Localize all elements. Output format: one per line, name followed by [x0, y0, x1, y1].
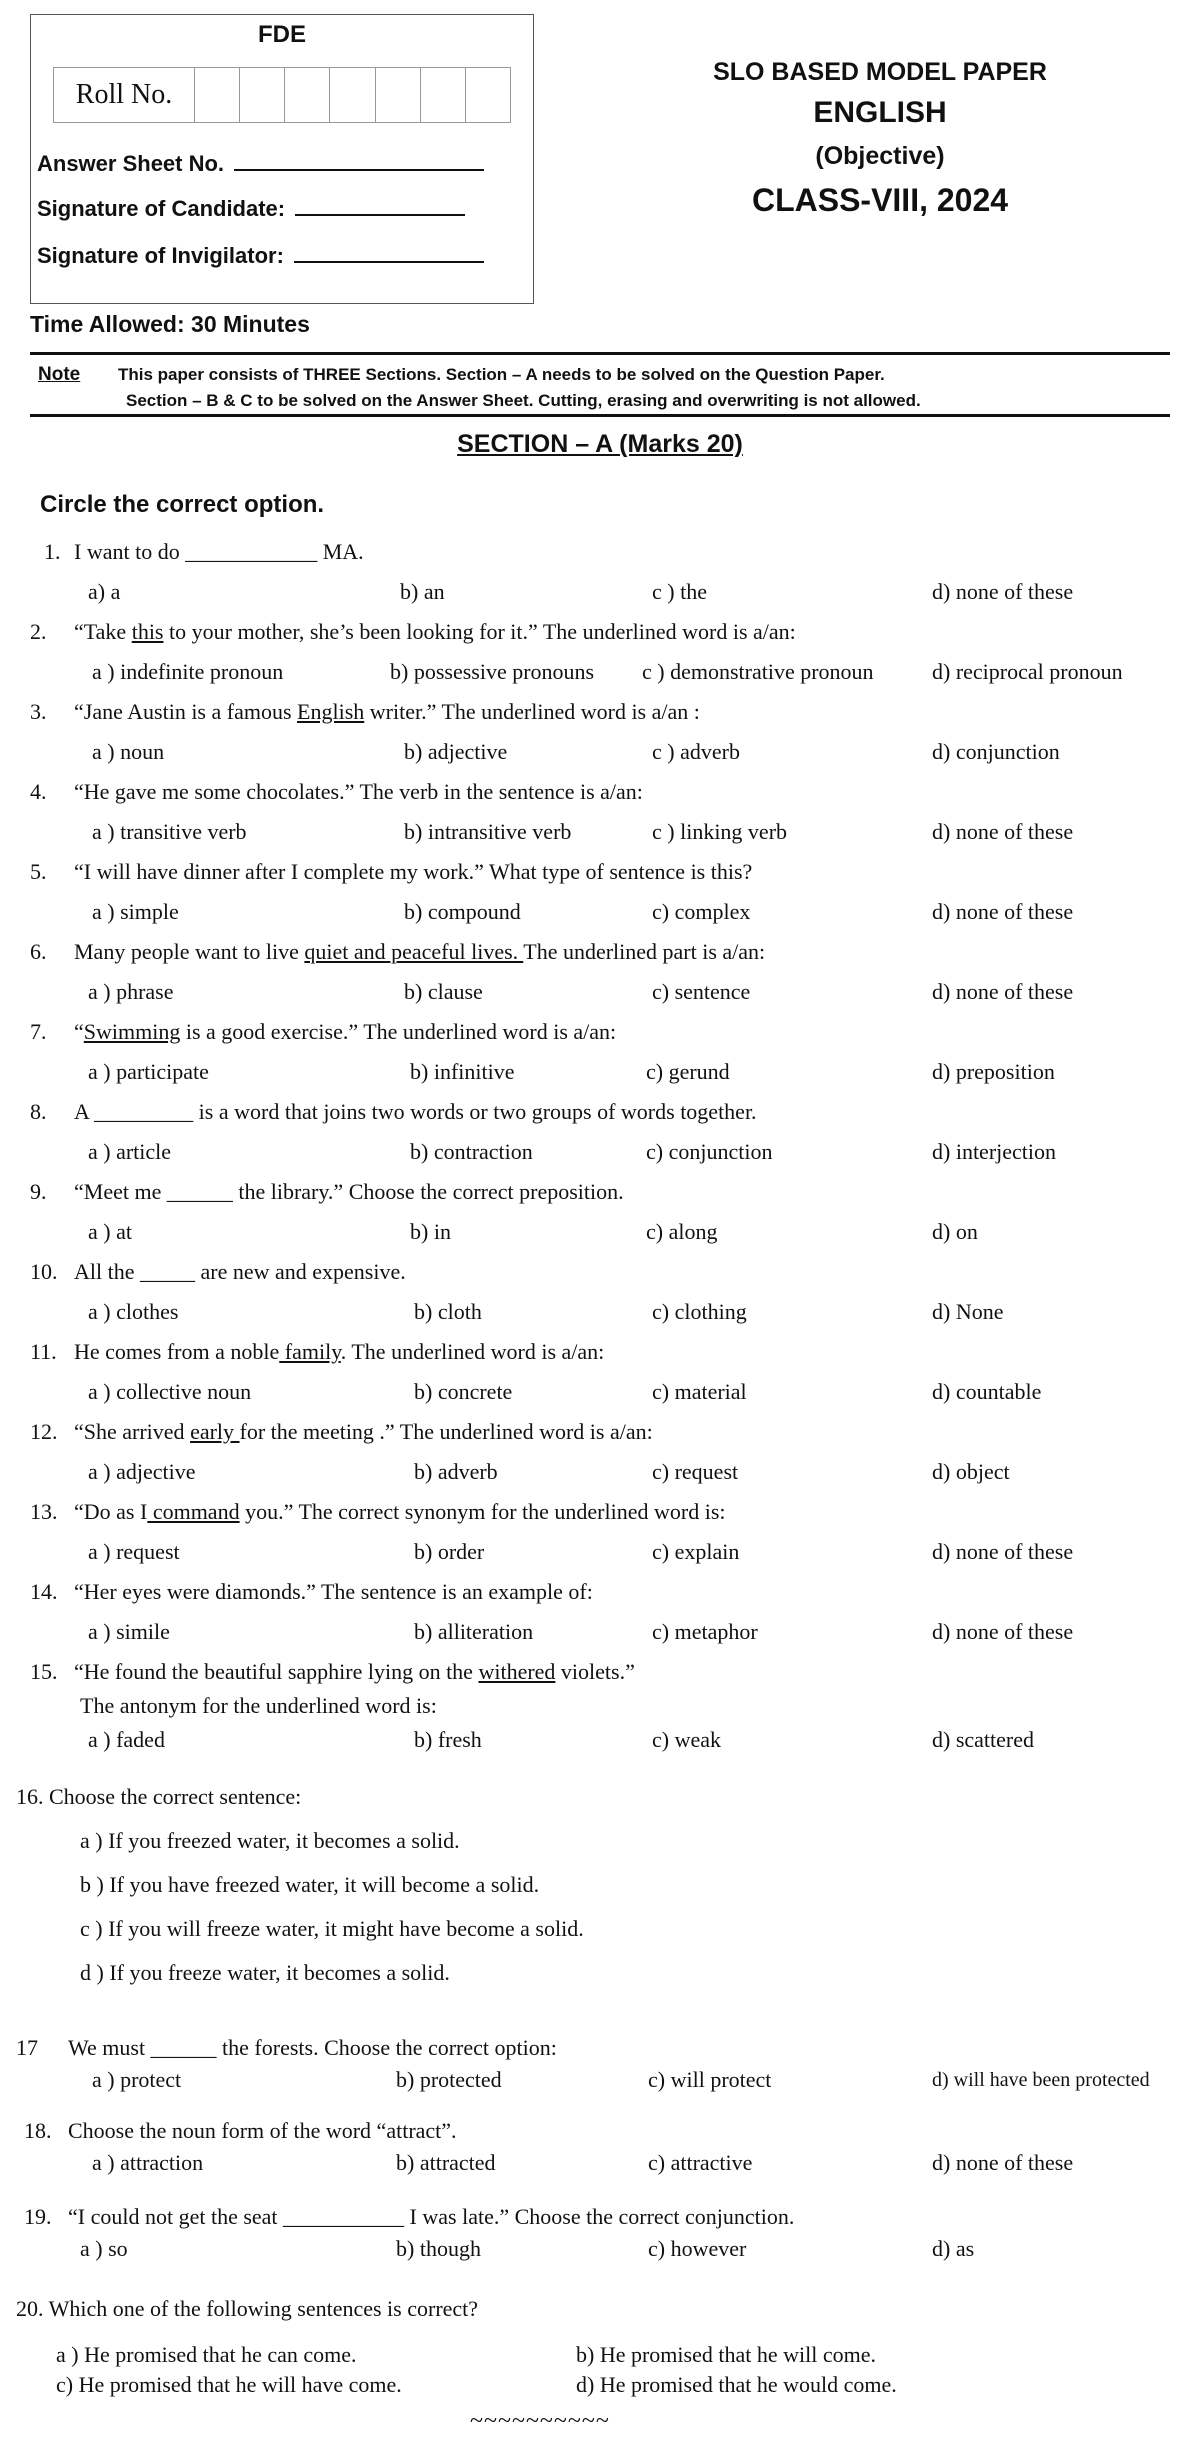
question-text-part: “He gave me some chocolates.” The verb in the sentence is a/an:	[74, 779, 643, 804]
board-name: FDE	[258, 21, 306, 48]
note-label: Note	[38, 364, 81, 385]
question-text-part: for the meeting .” The underlined word is a/an:	[239, 1419, 653, 1444]
q19-option-d[interactable]: d) as	[932, 2236, 975, 2261]
q17-text: We must ______ the forests. Choose the correct option:	[68, 2035, 557, 2060]
question-text-part: He comes from a noble	[74, 1339, 280, 1364]
question-text-part: “Jane Austin is a famous	[74, 699, 298, 724]
q18-option-d[interactable]: d) none of these	[932, 2150, 1074, 2175]
q6-number: 6.	[30, 939, 47, 964]
q5-option-b[interactable]: b) compound	[404, 899, 521, 924]
question-text-part: “I will have dinner after I complete my work.” What type of sentence is this?	[74, 859, 753, 884]
question-text-part: you.” The correct synonym for the underlined word is:	[239, 1499, 726, 1524]
q4-option-c[interactable]: c ) linking verb	[652, 819, 788, 844]
q13-option-a[interactable]: a ) request	[88, 1539, 180, 1564]
q18-option-a[interactable]: a ) attraction	[92, 2150, 204, 2175]
q11-option-d[interactable]: d) countable	[932, 1379, 1042, 1404]
q19-number: 19.	[24, 2204, 52, 2229]
q1-option-d[interactable]: d) none of these	[932, 579, 1074, 604]
q13-option-d[interactable]: d) none of these	[932, 1539, 1074, 1564]
q12-text	[74, 1419, 653, 1445]
q4-option-d[interactable]: d) none of these	[932, 819, 1074, 844]
roll-cell[interactable]	[466, 68, 510, 122]
q6-option-b[interactable]: b) clause	[404, 979, 483, 1004]
underlined-word: this	[131, 619, 164, 644]
question-text-part: . The underlined word is a/an:	[340, 1339, 605, 1364]
q15-text-line2: The antonym for the underlined word is:	[80, 1693, 437, 1718]
q16-option-c[interactable]: c ) If you will freeze water, it might have become a solid.	[80, 1916, 584, 1941]
q2-text	[74, 619, 796, 645]
question-text-part: I want to do ____________ MA.	[74, 539, 364, 564]
question-text-part: “Do as I	[74, 1499, 148, 1524]
q13-number: 13.	[30, 1499, 58, 1524]
q9-number: 9.	[30, 1179, 47, 1204]
q16-text: 16. Choose the correct sentence:	[16, 1784, 302, 1809]
q20-option-d[interactable]: d) He promised that he would come.	[576, 2372, 897, 2397]
q8-option-d[interactable]: d) interjection	[932, 1139, 1057, 1164]
instruction: Circle the correct option.	[40, 491, 325, 518]
q8-number: 8.	[30, 1099, 47, 1124]
section-title-text: SECTION – A (Marks 20)	[457, 430, 743, 458]
note-line-1: This paper consists of THREE Sections. Section – A needs to be solved on the Question Paper.	[118, 365, 885, 384]
paper-kind: (Objective)	[815, 142, 945, 170]
q11-option-c[interactable]: c) material	[652, 1379, 747, 1404]
q1-option-c[interactable]: c ) the	[652, 579, 707, 604]
q8-text	[74, 1099, 757, 1125]
q20-option-a[interactable]: a ) He promised that he can come.	[56, 2342, 357, 2367]
q19-text: “I could not get the seat ___________ I was late.” Choose the correct conjunction.	[68, 2204, 795, 2229]
underlined-word: command	[147, 1499, 240, 1524]
question-text-part: The underlined part is a/an:	[523, 939, 766, 964]
q14-option-c[interactable]: c) metaphor	[652, 1619, 758, 1644]
q10-option-a[interactable]: a ) clothes	[88, 1299, 179, 1324]
q5-number: 5.	[30, 859, 47, 884]
underlined-word: Swimming	[83, 1019, 181, 1044]
q6-option-a[interactable]: a ) phrase	[88, 979, 174, 1004]
roll-cell[interactable]	[421, 68, 466, 122]
q11-text	[74, 1339, 604, 1365]
q18-number: 18.	[24, 2118, 52, 2143]
invigilator-signature-row	[37, 243, 484, 269]
question-text-part: A _________ is a word that joins two words or two groups of words together.	[74, 1099, 757, 1124]
q16-option-a[interactable]: a ) If you freezed water, it becomes a solid.	[80, 1828, 460, 1853]
roll-cell[interactable]	[330, 68, 375, 122]
q11-option-b[interactable]: b) concrete	[414, 1379, 513, 1404]
q16-option-b[interactable]: b ) If you have freezed water, it will become a solid.	[80, 1872, 540, 1897]
q7-option-a[interactable]: a ) participate	[88, 1059, 209, 1084]
note-line-2: Section – B & C to be solved on the Answer Sheet. Cutting, erasing and overwriting is not allowed.	[126, 391, 921, 410]
q10-option-d[interactable]: d) None	[932, 1299, 1004, 1324]
q10-option-b[interactable]: b) cloth	[414, 1299, 482, 1324]
q5-option-a[interactable]: a ) simple	[92, 899, 179, 924]
q3-option-a[interactable]: a ) noun	[92, 739, 165, 764]
q6-text	[74, 939, 765, 965]
q9-text	[74, 1179, 624, 1205]
candidate-signature-row	[37, 196, 465, 222]
question-text-part: is a good exercise.” The underlined word is a/an:	[180, 1019, 617, 1044]
q15-option-b[interactable]: b) fresh	[414, 1727, 482, 1752]
paper-type: SLO BASED MODEL PAPER	[713, 58, 1047, 86]
q4-option-a[interactable]: a ) transitive verb	[92, 819, 247, 844]
q12-number: 12.	[30, 1419, 58, 1444]
roll-cell[interactable]	[195, 68, 240, 122]
q14-option-b[interactable]: b) alliteration	[414, 1619, 534, 1644]
q8-option-c[interactable]: c) conjunction	[646, 1139, 773, 1164]
candidate-info-box	[30, 14, 534, 304]
q17-number: 17	[16, 2035, 38, 2060]
q17-option-a[interactable]: a ) protect	[92, 2067, 182, 2092]
q7-option-b[interactable]: b) infinitive	[410, 1059, 515, 1084]
q15-number: 15.	[30, 1659, 58, 1684]
q4-option-b[interactable]: b) intransitive verb	[404, 819, 572, 844]
q2-option-c[interactable]: c ) demonstrative pronoun	[642, 659, 874, 684]
q11-option-a[interactable]: a ) collective noun	[88, 1379, 252, 1404]
q5-option-d[interactable]: d) none of these	[932, 899, 1074, 924]
q16-option-d[interactable]: d ) If you freeze water, it becomes a solid.	[80, 1960, 450, 1985]
q18-text: Choose the noun form of the word “attract”.	[68, 2118, 457, 2143]
roll-cell[interactable]	[376, 68, 421, 122]
q19-option-c[interactable]: c) however	[648, 2236, 747, 2261]
answer-sheet-row	[37, 151, 484, 177]
question-text-part: “	[74, 1019, 84, 1044]
underlined-word: English	[297, 699, 365, 724]
q5-text	[74, 859, 752, 885]
answer-sheet-label: Answer Sheet No.	[37, 151, 225, 176]
q2-number: 2.	[30, 619, 47, 644]
answer-sheet-line[interactable]	[234, 151, 484, 171]
underlined-word: early	[190, 1419, 240, 1444]
q11-number: 11.	[30, 1339, 57, 1364]
roll-cell[interactable]	[240, 68, 285, 122]
q12-option-a[interactable]: a ) adjective	[88, 1459, 196, 1484]
invigilator-signature-line[interactable]	[294, 243, 484, 263]
q7-text	[74, 1019, 616, 1045]
q15-option-d[interactable]: d) scattered	[932, 1727, 1034, 1752]
divider-top	[30, 352, 1170, 355]
question-text-part: writer.” The underlined word is a/an :	[364, 699, 700, 724]
question-text-part: violets.”	[555, 1659, 635, 1684]
q20-text: 20. Which one of the following sentences is correct?	[16, 2296, 479, 2321]
q13-option-b[interactable]: b) order	[414, 1539, 485, 1564]
question-text-part: “Her eyes were diamonds.” The sentence is an example of:	[74, 1579, 593, 1604]
q4-number: 4.	[30, 779, 47, 804]
q5-option-c[interactable]: c) complex	[652, 899, 751, 924]
q7-option-c[interactable]: c) gerund	[646, 1059, 730, 1084]
question-text-part: “He found the beautiful sapphire lying on the	[74, 1659, 479, 1684]
section-title	[0, 430, 1200, 459]
q1-option-b[interactable]: b) an	[400, 579, 445, 604]
roll-label: Roll No.	[54, 68, 195, 122]
q2-option-a[interactable]: a ) indefinite pronoun	[92, 659, 284, 684]
question-text-part: “She arrived	[74, 1419, 191, 1444]
q7-number: 7.	[30, 1019, 47, 1044]
invigilator-signature-label: Signature of Invigilator:	[37, 243, 284, 268]
q12-option-b[interactable]: b) adverb	[414, 1459, 498, 1484]
q10-option-c[interactable]: c) clothing	[652, 1299, 747, 1324]
q9-option-d[interactable]: d) on	[932, 1219, 978, 1244]
q14-number: 14.	[30, 1579, 58, 1604]
q1-number: 1.	[44, 539, 61, 564]
q6-option-c[interactable]: c) sentence	[652, 979, 751, 1004]
roll-number-grid	[53, 67, 511, 123]
class-year: CLASS-VIII, 2024	[751, 182, 1009, 218]
q14-option-d[interactable]: d) none of these	[932, 1619, 1074, 1644]
q8-option-b[interactable]: b) contraction	[410, 1139, 533, 1164]
q3-text	[74, 699, 700, 725]
q2-option-b[interactable]: b) possessive pronouns	[390, 659, 595, 684]
candidate-signature-line[interactable]	[295, 196, 465, 216]
q3-number: 3.	[30, 699, 47, 724]
q17-option-d[interactable]: d) will have been protected	[932, 2069, 1150, 2091]
note-block	[38, 362, 1168, 414]
q12-option-d[interactable]: d) object	[932, 1459, 1010, 1484]
q10-text	[74, 1259, 406, 1285]
q9-option-c[interactable]: c) along	[646, 1219, 718, 1244]
divider-bottom	[30, 414, 1170, 417]
q18-option-b[interactable]: b) attracted	[396, 2150, 496, 2175]
q17-option-b[interactable]: b) protected	[396, 2067, 502, 2092]
q4-text	[74, 779, 643, 805]
subject-title: ENGLISH	[813, 96, 947, 129]
underlined-word: quiet and peaceful lives.	[304, 939, 524, 964]
q2-option-d[interactable]: d) reciprocal pronoun	[932, 659, 1123, 684]
roll-cell[interactable]	[285, 68, 330, 122]
q14-text	[74, 1579, 593, 1605]
q8-option-a[interactable]: a ) article	[88, 1139, 172, 1164]
q3-option-d[interactable]: d) conjunction	[932, 739, 1060, 764]
q9-option-b[interactable]: b) in	[410, 1219, 451, 1244]
q3-option-b[interactable]: b) adjective	[404, 739, 508, 764]
q13-option-c[interactable]: c) explain	[652, 1539, 740, 1564]
q1-option-a[interactable]: a) a	[88, 579, 121, 604]
q19-option-b[interactable]: b) though	[396, 2236, 481, 2261]
q15-option-c[interactable]: c) weak	[652, 1727, 722, 1752]
candidate-signature-label: Signature of Candidate:	[37, 196, 286, 221]
q14-option-a[interactable]: a ) simile	[88, 1619, 170, 1644]
q13-text	[74, 1499, 726, 1525]
q15-option-a[interactable]: a ) faded	[88, 1727, 165, 1752]
time-allowed: Time Allowed: 30 Minutes	[30, 311, 310, 337]
q18-option-c[interactable]: c) attractive	[648, 2150, 753, 2175]
q19-option-a[interactable]: a ) so	[80, 2236, 128, 2261]
q20-option-c[interactable]: c) He promised that he will have come.	[56, 2372, 402, 2397]
q1-text	[74, 539, 364, 565]
end-mark: ~~~~~~~~~~	[470, 2408, 610, 2434]
q9-option-a[interactable]: a ) at	[88, 1219, 132, 1244]
q10-number: 10.	[30, 1259, 58, 1284]
question-text-part: Many people want to live	[74, 939, 305, 964]
q3-option-c[interactable]: c ) adverb	[652, 739, 740, 764]
q12-option-c[interactable]: c) request	[652, 1459, 739, 1484]
q7-option-d[interactable]: d) preposition	[932, 1059, 1055, 1084]
question-text-part: “Take	[74, 619, 132, 644]
underlined-word: family	[279, 1339, 341, 1364]
question-text-part: “Meet me ______ the library.” Choose the correct preposition.	[74, 1179, 624, 1204]
q15-text	[74, 1659, 635, 1685]
question-text-part: to your mother, she’s been looking for it.” The underlined word is a/an:	[163, 619, 796, 644]
q20-option-b[interactable]: b) He promised that he will come.	[576, 2342, 876, 2367]
q6-option-d[interactable]: d) none of these	[932, 979, 1074, 1004]
q17-option-c[interactable]: c) will protect	[648, 2067, 772, 2092]
underlined-word: withered	[478, 1659, 556, 1684]
question-text-part: All the _____ are new and expensive.	[74, 1259, 406, 1284]
